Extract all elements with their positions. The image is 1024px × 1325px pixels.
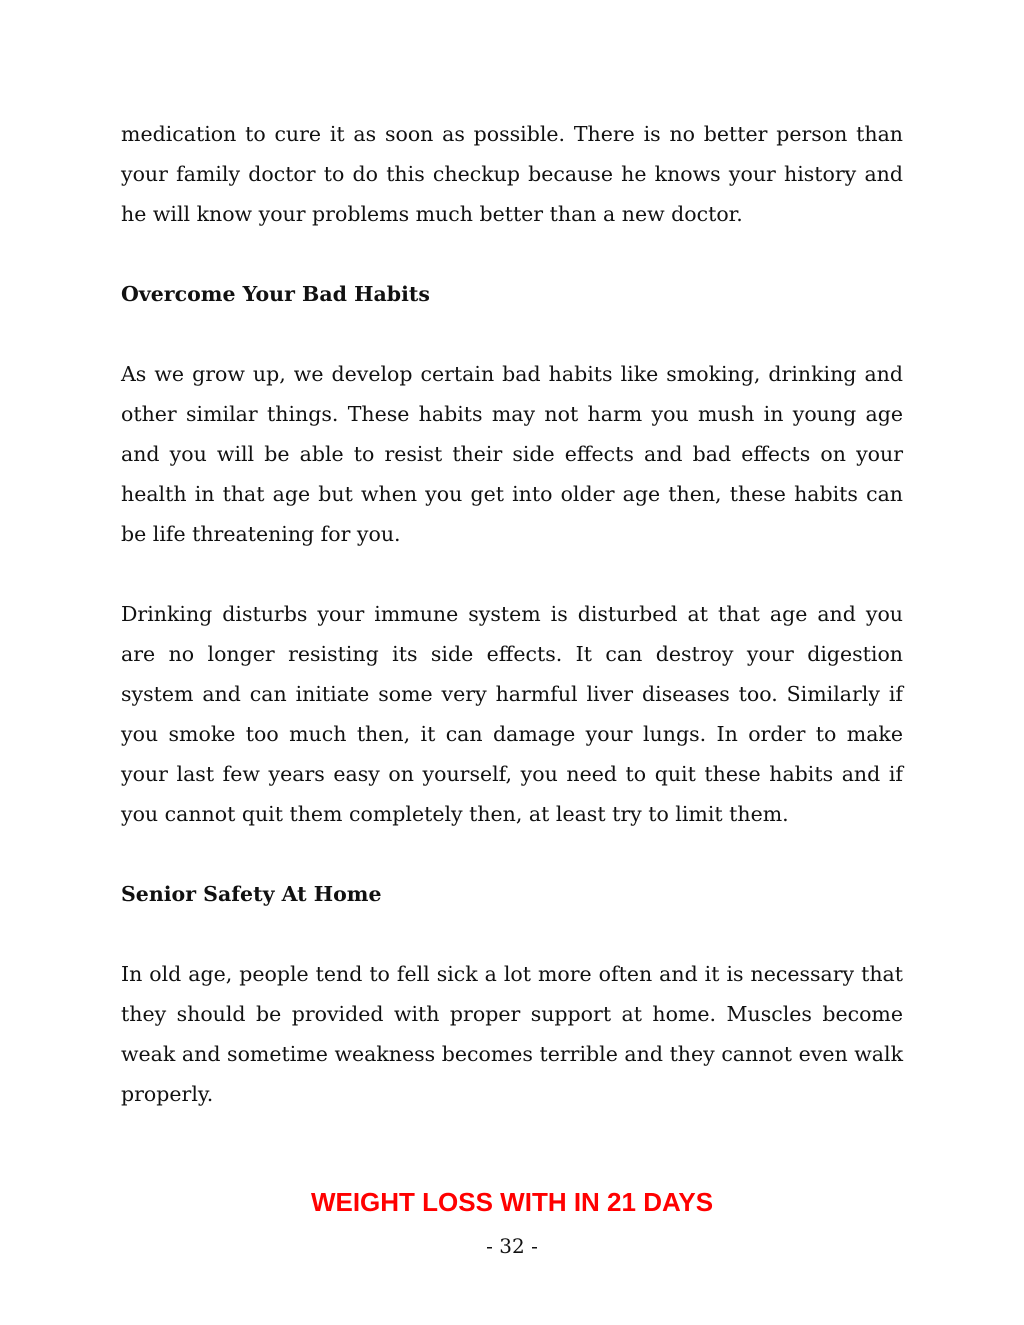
page-body [121,114,903,1154]
footer-book-title: WEIGHT LOSS WITH IN 21 DAYS [310,1187,714,1217]
section-heading-bad-habits: Overcome Your Bad Habits [121,282,430,306]
section-heading-senior-safety: Senior Safety At Home [121,882,382,906]
page-number: - 32 - [486,1234,538,1258]
paragraph-old-age: In old age, people tend to fell sick a lot more often and it is necessary that they should be provided with proper support at home. Muscles become weak and sometime weakness becomes terrible and they cannot even walk properly. [121,962,903,1106]
paragraph-bad-habits: As we grow up, we develop certain bad habits like smoking, drinking and other similar things. These habits may not harm you mush in young age and you will be able to resist their side effects and bad effects on your health in that age but when you get into older age then, these habits can be life threatening for you. [121,362,903,546]
paragraph-medication: medication to cure it as soon as possible. There is no better person than your family doctor to do this checkup because he knows your history and he will know your problems much better than a new doctor. [121,122,903,226]
paragraph-drinking: Drinking disturbs your immune system is disturbed at that age and you are no longer resisting its side effects. It can destroy your digestion system and can initiate some very harmful liver diseases too. Similarly if you smoke too much then, it can damage your lungs. In order to make your last few years easy on yourself, you need to quit these habits and if you cannot quit them completely then, at least try to limit them. [121,602,903,826]
